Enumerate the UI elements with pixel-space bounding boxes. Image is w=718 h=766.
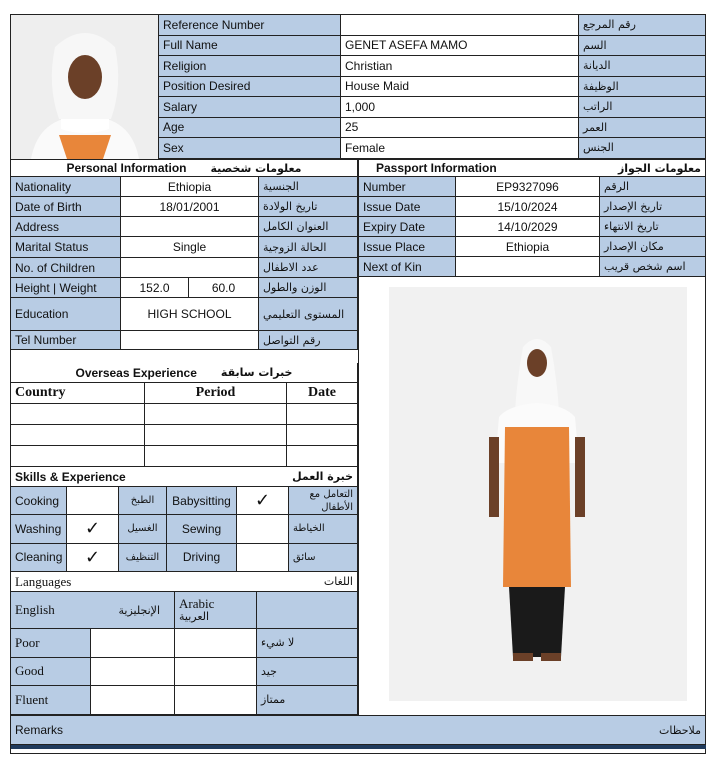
personal-field-label-ar: عدد الاطفال [259,258,358,278]
passport-field-label: Expiry Date [359,217,456,237]
personal-field-value [121,217,259,237]
personal-info-header [11,159,358,177]
top-field-label: Sex [159,138,341,159]
top-field-label: Salary [159,97,341,118]
overseas-col-country: Country [11,383,145,404]
headshot-photo [11,15,159,159]
top-field-label-ar: الديانة [579,56,706,77]
top-field-label: Full Name [159,36,341,57]
lang-english-level [91,629,175,658]
overseas-cell-period [145,404,287,425]
passport-info-title: Passport Information [376,161,497,175]
skill-label-ar: الطبخ [119,487,167,515]
skill-label: Babysitting [167,487,237,515]
skill-check [237,515,289,543]
skill-label-ar: الخياطة [289,515,358,543]
personal-field-value: Single [121,237,259,258]
top-field-value: Female [341,138,579,159]
personal-field-label: Nationality [11,177,121,197]
overseas-cell-country [11,425,145,446]
personal-field-value: Ethiopia [121,177,259,197]
overseas-title-ar: خبرات سابقة [220,366,293,379]
lang-english-header [11,592,175,629]
skill-label-ar: الغسيل [119,515,167,543]
personal-field-label-ar: الحالة الزوجية [259,237,358,258]
skill-label: Sewing [167,515,237,543]
passport-info-header [358,159,706,177]
cv-sheet [10,14,706,754]
lang-english-label-ar: الإنجليزية [118,603,160,617]
passport-field-label: Issue Date [359,197,456,217]
overseas-cell-period [145,446,287,467]
languages-header [11,572,358,592]
passport-field-value: EP9327096 [456,177,600,197]
lang-arabic-level [175,629,257,658]
lang-level-label-ar: لا شيء [257,629,358,658]
lang-level-label-ar: ممتاز [257,686,358,715]
passport-field-value: 14/10/2029 [456,217,600,237]
personal-field-label-ar: الوزن والطول [259,278,358,298]
skill-label-ar: التعامل مع الأطفال [289,487,358,515]
lang-arabic-level [175,658,257,687]
skill-label-ar: سائق [289,544,358,572]
skills-title-ar: خبرة العمل [292,470,353,483]
skill-check [67,487,119,515]
personal-info-title-ar: معلومات شخصية [210,161,302,175]
full-body-photo [389,287,687,701]
top-field-label-ar: الجنس [579,138,706,159]
top-field-label-ar: الوظيفة [579,77,706,98]
personal-field-label-ar: المستوى التعليمي [259,298,358,331]
lang-arabic-label: Arabic [179,596,215,611]
passport-field-label-ar: مكان الإصدار [600,237,706,257]
remarks-label-ar: ملاحظات [659,723,701,737]
bottom-bar [11,745,706,749]
lang-level-label-ar: جيد [257,658,358,687]
height-value: 152.0 [121,278,189,298]
passport-field-value: 15/10/2024 [456,197,600,217]
passport-field-label: Next of Kin [359,257,456,277]
lang-level-label: Good [11,658,91,687]
skills-header [11,467,358,487]
top-field-label: Age [159,118,341,139]
overseas-col-period: Period [145,383,287,404]
top-field-label: Religion [159,56,341,77]
skill-check: ✓ [67,544,119,572]
overseas-cell-country [11,404,145,425]
top-field-label: Reference Number [159,15,341,36]
skill-check: ✓ [67,515,119,543]
overseas-cell-date [287,425,358,446]
personal-field-label: Height | Weight [11,278,121,298]
passport-field-label: Issue Place [359,237,456,257]
skill-label: Cooking [11,487,67,515]
skill-label: Cleaning [11,544,67,572]
personal-field-label: Marital Status [11,237,121,258]
personal-field-label: Tel Number [11,331,121,350]
top-field-label: Position Desired [159,77,341,98]
top-field-value: GENET ASEFA MAMO [341,36,579,57]
personal-field-label: Date of Birth [11,197,121,217]
personal-info-title: Personal Information [66,161,187,175]
top-field-value [341,15,579,36]
personal-field-label-ar: العنوان الكامل [259,217,358,237]
lang-arabic-level [175,686,257,715]
remarks-label: Remarks [15,723,64,737]
lang-header-spacer [257,592,358,629]
skill-check [237,544,289,572]
languages-title-ar: اللغات [323,575,353,588]
personal-field-value [121,258,259,278]
top-field-label-ar: السم [579,36,706,57]
top-field-value: House Maid [341,77,579,98]
lang-english-level [91,686,175,715]
right-column-divider [358,159,359,715]
overseas-header [11,363,358,383]
passport-field-value [456,257,600,277]
lang-arabic-label-ar: العربية [179,610,210,623]
top-field-label-ar: العمر [579,118,706,139]
passport-field-label-ar: اسم شخص قريب [600,257,706,277]
lang-level-label: Poor [11,629,91,658]
personal-field-label: Education [11,298,121,331]
personal-field-value: 18/01/2001 [121,197,259,217]
personal-field-label: Address [11,217,121,237]
skill-label-ar: التنظيف [119,544,167,572]
skill-label: Driving [167,544,237,572]
passport-field-label-ar: تاريخ الإصدار [600,197,706,217]
personal-field-value [121,331,259,350]
weight-value: 60.0 [189,278,259,298]
top-field-value: Christian [341,56,579,77]
passport-field-label-ar: الرقم [600,177,706,197]
lang-english-level [91,658,175,687]
passport-info-title-ar: معلومات الجواز [617,161,701,175]
top-field-label-ar: رقم المرجع [579,15,706,36]
overseas-cell-country [11,446,145,467]
passport-field-label: Number [359,177,456,197]
passport-field-label-ar: تاريخ الانتهاء [600,217,706,237]
personal-field-value: HIGH SCHOOL [121,298,259,331]
overseas-col-date: Date [287,383,358,404]
personal-field-label: No. of Children [11,258,121,278]
overseas-cell-date [287,404,358,425]
lang-arabic-header [175,592,257,629]
skills-title: Skills & Experience [15,469,126,484]
top-field-value: 25 [341,118,579,139]
top-field-label-ar: الراتب [579,97,706,118]
overseas-title: Overseas Experience [75,365,197,380]
personal-field-label-ar: الجنسية [259,177,358,197]
remarks-row [11,715,706,745]
overseas-cell-period [145,425,287,446]
skill-label: Washing [11,515,67,543]
skill-check: ✓ [237,487,289,515]
top-field-value: 1,000 [341,97,579,118]
passport-field-value: Ethiopia [456,237,600,257]
lang-level-label: Fluent [11,686,91,715]
languages-title: Languages [15,573,72,589]
lang-english-label: English [15,602,55,617]
personal-field-label-ar: رقم التواصل [259,331,358,350]
overseas-cell-date [287,446,358,467]
personal-field-label-ar: تاريخ الولادة [259,197,358,217]
